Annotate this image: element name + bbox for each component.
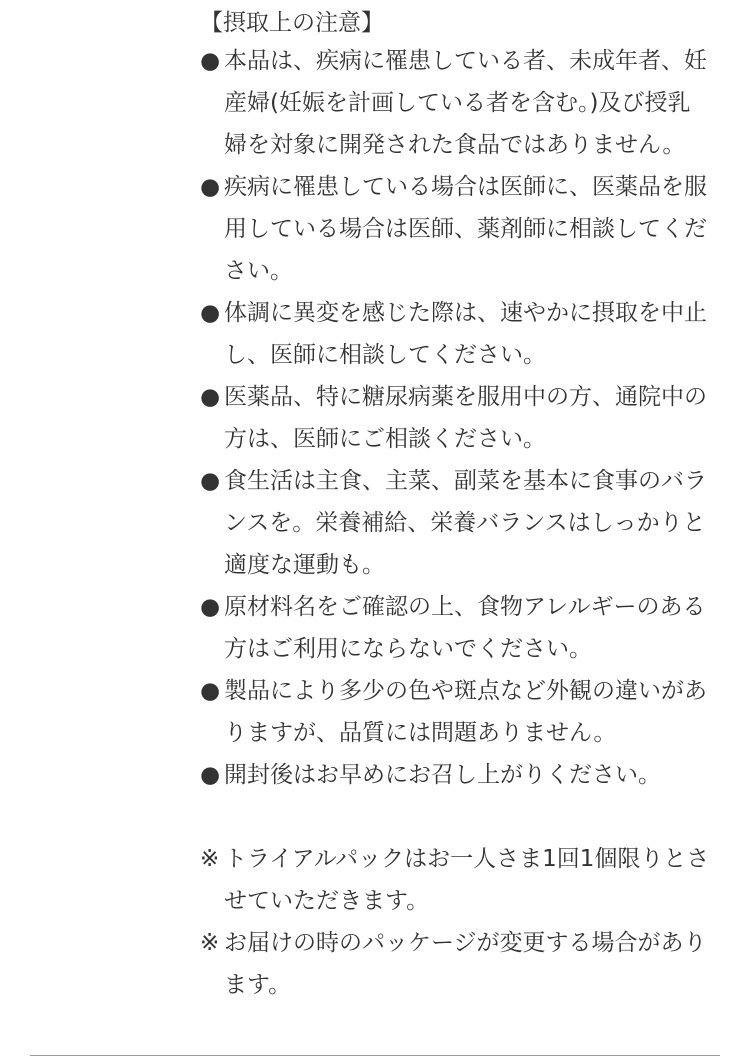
- list-item: [200, 670, 712, 754]
- intake-precautions: [200, 6, 712, 1006]
- notes-list: [200, 838, 712, 1006]
- caution-text: 開封後はお早めにお召し上がりください。: [224, 762, 661, 788]
- list-item: [200, 292, 712, 376]
- list-item: [200, 166, 712, 292]
- note-text: お届けの時のパッケージが変更する場合があります。: [224, 930, 707, 998]
- list-item: [200, 754, 712, 796]
- precautions-heading: 【摂取上の注意】: [200, 10, 384, 36]
- list-item: [200, 460, 712, 586]
- caution-list: [200, 40, 712, 796]
- bullet-icon: ●: [200, 48, 221, 74]
- bullet-icon: ●: [200, 762, 221, 788]
- caution-text: 製品により多少の色や斑点など外観の違いがありますが、品質には問題ありません。: [224, 678, 707, 746]
- note-mark-icon: ※: [200, 846, 220, 872]
- section-spacer: [200, 796, 712, 838]
- note-mark-icon: ※: [200, 930, 220, 956]
- caution-text: 原材料名をご確認の上、食物アレルギーのある方はご利用にならないでください。: [224, 594, 706, 662]
- list-item: [200, 838, 712, 922]
- bullet-icon: ●: [200, 678, 221, 704]
- caution-text: 食生活は主食、主菜、副菜を基本に食事のバランスを。栄養補給、栄養バランスはしっかりと適度な運動も。: [224, 468, 707, 578]
- bottom-divider: [30, 1055, 720, 1056]
- bullet-icon: ●: [200, 468, 221, 494]
- list-item: [200, 922, 712, 1006]
- bullet-icon: ●: [200, 384, 221, 410]
- list-item: [200, 376, 712, 460]
- bullet-icon: ●: [200, 300, 221, 326]
- bullet-icon: ●: [200, 174, 221, 200]
- caution-text: 本品は、疾病に罹患している者、未成年者、妊産婦(妊娠を計画している者を含む。)及び授乳婦を対象に開発された食品ではありません。: [224, 48, 707, 158]
- bullet-icon: ●: [200, 594, 221, 620]
- caution-text: 医薬品、特に糖尿病薬を服用中の方、通院中の方は、医師にご相談ください。: [224, 384, 707, 452]
- caution-text: 体調に異変を感じた際は、速やかに摂取を中止し、医師に相談してください。: [224, 300, 707, 368]
- note-text: トライアルパックはお一人さま1回1個限りとさせていただきます。: [224, 846, 710, 914]
- list-item: [200, 40, 712, 166]
- caution-text: 疾病に罹患している場合は医師に、医薬品を服用している場合は医師、薬剤師に相談してください。: [224, 174, 707, 284]
- list-item: [200, 586, 712, 670]
